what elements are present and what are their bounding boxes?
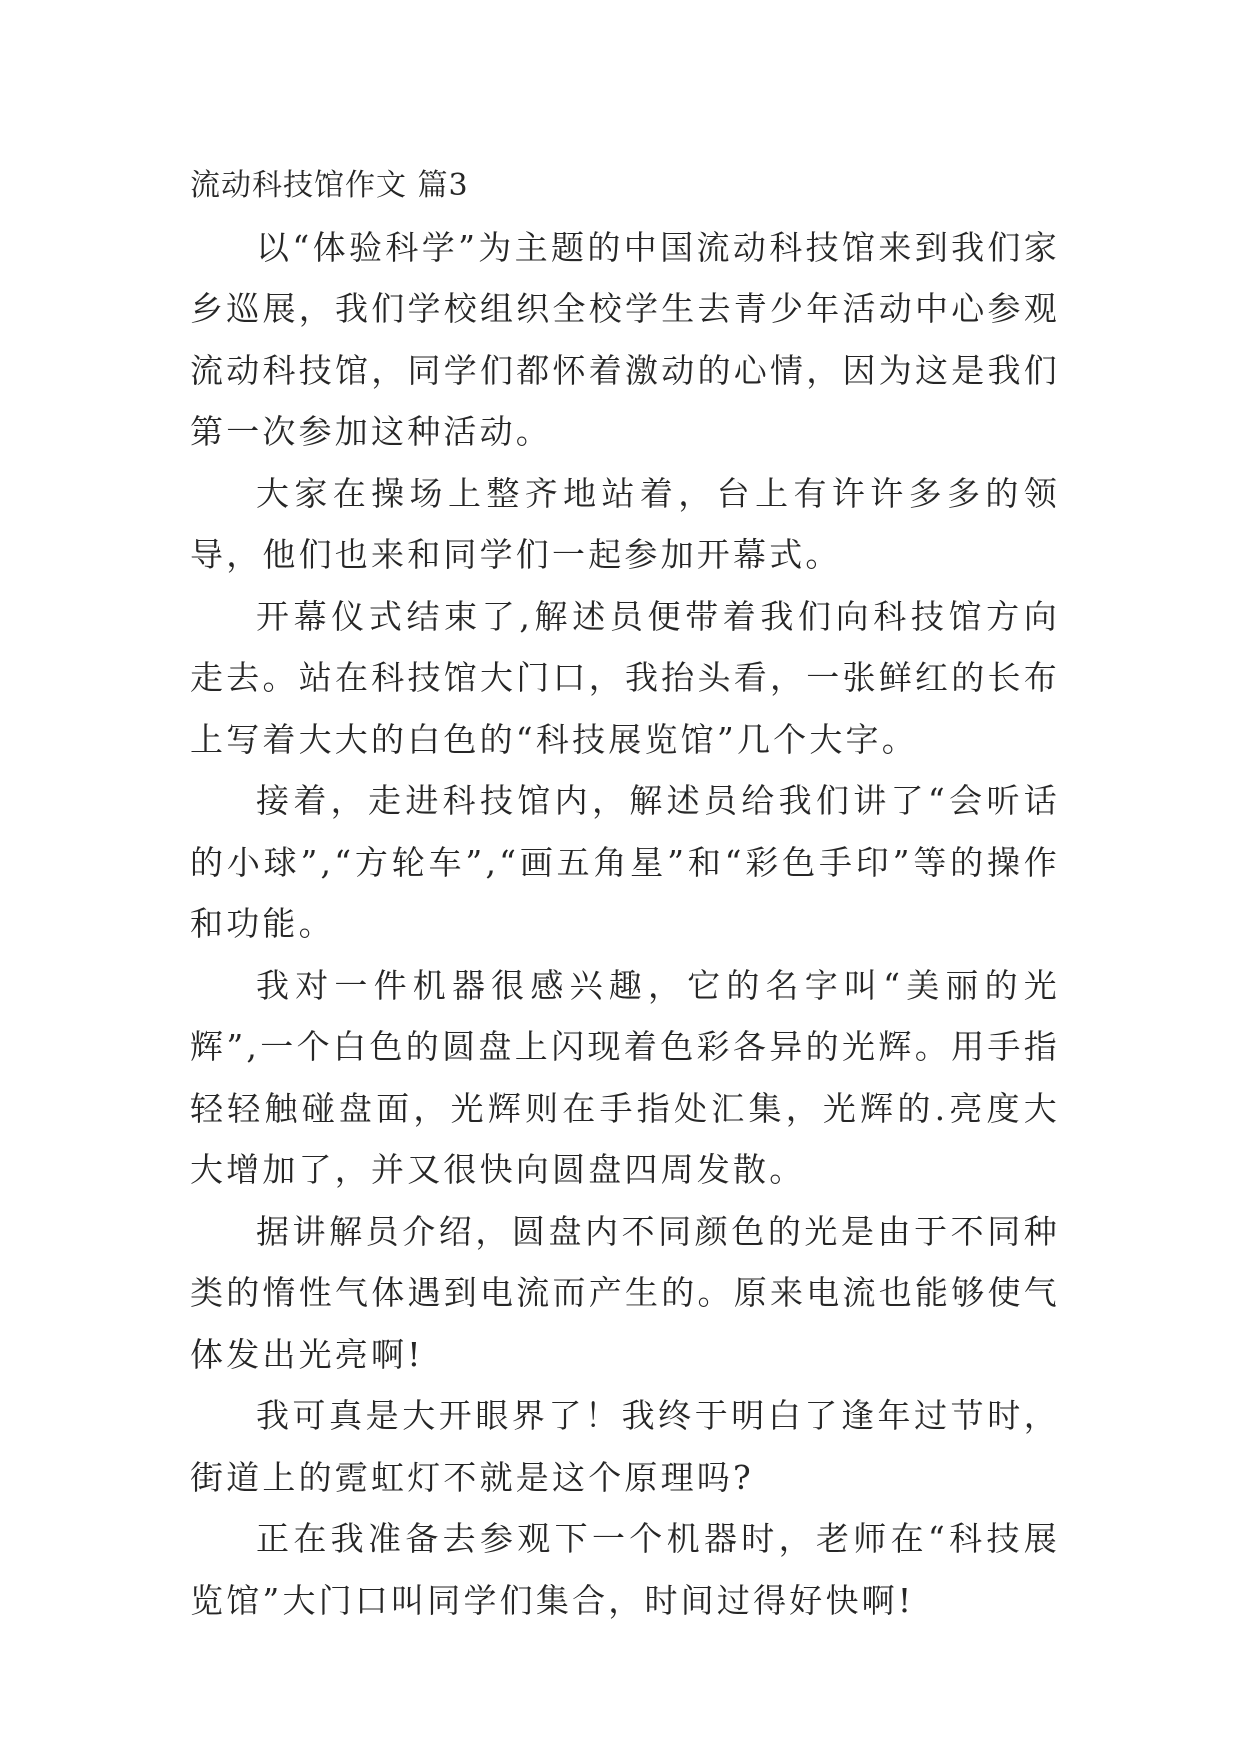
document-body: [190, 155, 1060, 1631]
document-title: 流动科技馆作文 篇3: [190, 168, 469, 203]
paragraph-8: 正在我准备去参观下一个机器时，老师在“科技展览馆”大门口叫同学们集合，时间过得好快啊!: [190, 1519, 1060, 1620]
paragraph-6: 据讲解员介绍，圆盘内不同颜色的光是由于不同种类的惰性气体遇到电流而产生的。原来电流也能够使气体发出光亮啊!: [190, 1211, 1060, 1374]
paragraph-4: 接着，走进科技馆内，解述员给我们讲了“会听话的小球”,“方轮车”,“画五角星”和“彩色手印”等的操作和功能。: [190, 781, 1060, 943]
paragraph-1: 以“体验科学”为主题的中国流动科技馆来到我们家乡巡展，我们学校组织全校学生去青少年活动中心参观流动科技馆，同学们都怀着激动的心情，因为这是我们第一次参加这种活动。: [190, 227, 1060, 451]
paragraph-2: 大家在操场上整齐地站着，台上有许许多多的领导，他们也来和同学们一起参加开幕式。: [190, 473, 1060, 574]
paragraph-7: 我可真是大开眼界了！我终于明白了逢年过节时，街道上的霓虹灯不就是这个原理吗?: [190, 1396, 1060, 1497]
paragraph-3: 开幕仪式结束了,解述员便带着我们向科技馆方向走去。站在科技馆大门口，我抬头看，一张鲜红的长布上写着大大的白色的“科技展览馆”几个大字。: [190, 596, 1060, 759]
paragraph-5: 我对一件机器很感兴趣，它的名字叫“美丽的光辉”,一个白色的圆盘上闪现着色彩各异的光辉。用手指轻轻触碰盘面，光辉则在手指处汇集，光辉的.亮度大大增加了，并又很快向圆盘四周发散。: [190, 965, 1060, 1189]
